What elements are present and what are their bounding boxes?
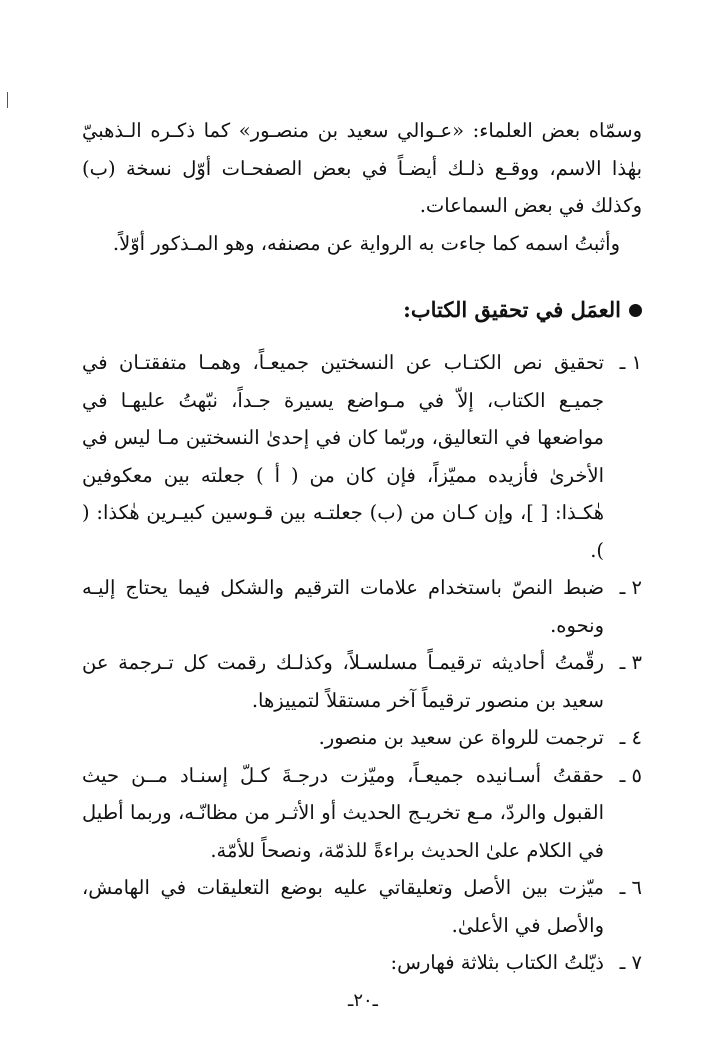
- list-item-number: ٣ ـ: [619, 651, 642, 674]
- list-item: [82, 869, 642, 944]
- list-item-number: ١ ـ: [619, 351, 642, 374]
- intro-paragraph-2: وأثبتُ اسمه كما جاءت به الرواية عن مصنفه، وهو المـذكور أوّلاً.: [112, 231, 620, 255]
- list-item: [82, 944, 642, 982]
- page-body: [82, 112, 642, 982]
- list-item-number: ٧ ـ: [619, 951, 642, 974]
- list-item: [82, 719, 642, 757]
- list-item-number: ٤ ـ: [619, 726, 642, 749]
- list-item-text: ضبط النصّ باستخدام علامات الترقيم والشكل فيما يحتاج إليـه ونحوه.: [82, 576, 604, 637]
- list-item-text: ترجمت للرواة عن سعيد بن منصور.: [318, 726, 604, 749]
- margin-mark: [7, 92, 8, 108]
- list-item: [82, 569, 642, 644]
- list-item: [82, 757, 642, 870]
- list-item-text: رقّمتُ أحاديثه ترقيمـاً مسلسـلاً، وكذلـك رقمت كل تـرجمة عن سعيد بن منصور ترقيماً آخر مستقلاً لتمييزها.: [82, 651, 604, 712]
- section-heading: [82, 290, 642, 330]
- list-item-text: تحقيق نص الكتـاب عن النسختين جميعـاً، وهمـا متفقتـان في جميـع الكتاب، إلاّ في مـواضع يسيرة جـداً، نبّهتُ عليهـا في مواضعها في التعاليق، وربّما كان في إحدىٰ النسختين مـا ليس في الأخرىٰ فأزيده مميّزاً، فإن كان من ( أ ) جعلته بين معكوفين هٰكـذا: [ ]، وإن كـان من (ب) جعلتـه بين قـوسين كبيـرين هٰكذا: ( ).: [82, 351, 604, 562]
- list-item-text: حققتُ أسـانيده جميعـاً، وميّزت درجـةَ كـلّ إسنـاد مــن حيث القبول والردّ، مـع تخريـج الحديث أو الأثـر من مظانّـه، وربما أطيل في الكلام علىٰ الحديث براءةً للذمّة، ونصحاً للأمّة.: [82, 763, 604, 862]
- page-number: ـ٢٠ـ: [348, 990, 378, 1011]
- section-heading-text: العمَل في تحقيق الكتاب:: [403, 297, 621, 322]
- list-item-number: ٥ ـ: [619, 763, 642, 787]
- method-list: [82, 344, 642, 982]
- list-item-number: ٦ ـ: [619, 876, 642, 899]
- list-item: [82, 344, 642, 569]
- list-item-text: ميّزت بين الأصل وتعليقاتي عليه بوضع التعليقات في الهامش، والأصل في الأعلىٰ.: [82, 876, 604, 937]
- bullet-icon: [629, 304, 642, 317]
- intro-paragraph-1: وسمّاه بعض العلماء: «عـوالي سعيد بن منصـور» كما ذكـره الـذهبيّ بهٰذا الاسم، ووقـع ذلـك أيضـاً في بعض الصفحـات أوّل نسخة (ب) وكذلك في بعض السماعات.: [82, 119, 642, 217]
- list-item: [82, 644, 642, 719]
- list-item-number: ٢ ـ: [619, 576, 642, 599]
- list-item-text: ذيّلتُ الكتاب بثلاثة فهارس:: [390, 951, 604, 974]
